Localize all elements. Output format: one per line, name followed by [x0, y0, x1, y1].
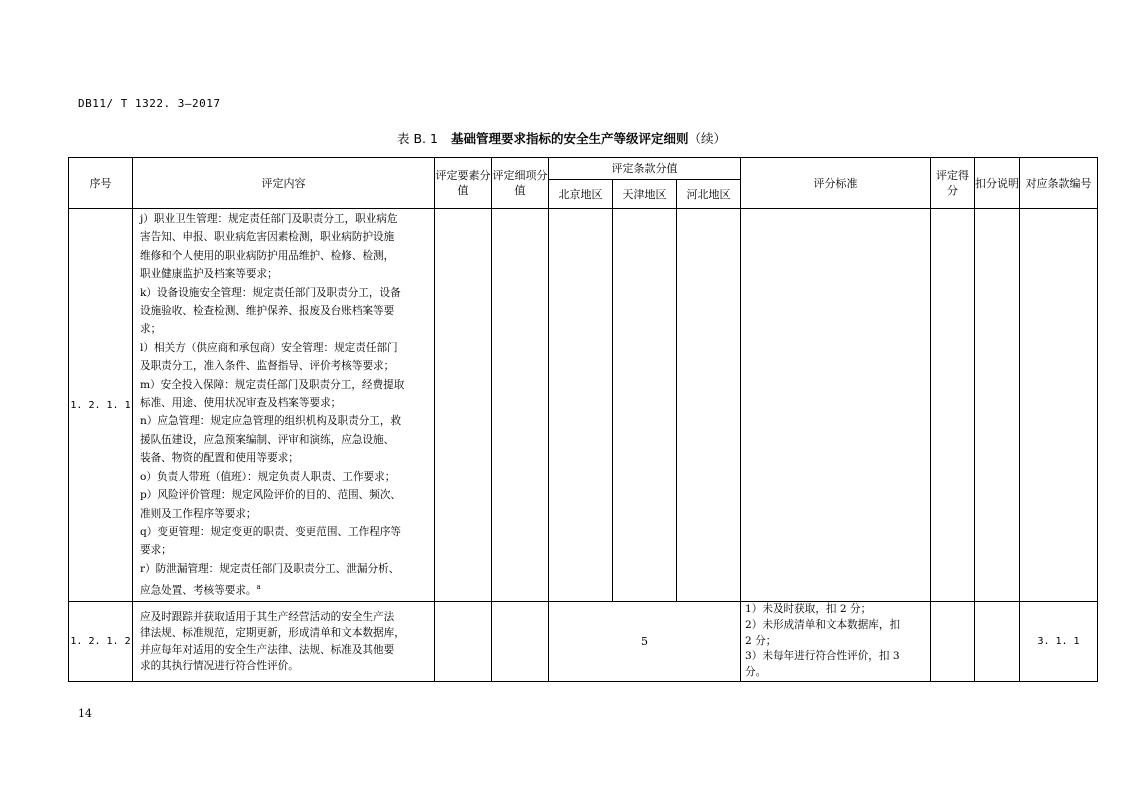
row-item-score — [492, 602, 549, 682]
content-line: r）防泄漏管理：规定责任部门及职责分工、泄漏分析、 — [140, 562, 400, 575]
content-line: 应及时跟踪并获取适用于其生产经营活动的安全生产法 — [140, 610, 395, 623]
row-deduction — [975, 602, 1020, 682]
col-header-criteria: 评分标准 — [741, 158, 931, 209]
row-score — [931, 209, 975, 602]
document-code: DB11/ T 1322. 3—2017 — [78, 97, 221, 110]
content-line: 求； — [140, 323, 162, 336]
col-header-regional-group: 评定条款分值 — [549, 158, 741, 180]
content-line: n）应急管理：规定应急管理的组织机构及职责分工，救 — [140, 415, 402, 428]
row-deduction — [975, 209, 1020, 602]
row-criteria — [741, 209, 931, 602]
page-number: 14 — [78, 707, 92, 720]
content-line: m）安全投入保障：规定责任部门及职责分工，经费提取 — [140, 378, 405, 391]
col-header-content: 评定内容 — [133, 158, 435, 209]
rating-table — [68, 157, 1098, 682]
col-header-tianjin: 天津地区 — [613, 180, 677, 209]
criteria-line: 1）未及时获取，扣 2 分； — [745, 603, 872, 616]
criteria-line: 分。 — [745, 666, 767, 679]
content-line: 装备、物资的配置和使用等要求； — [140, 452, 299, 465]
criteria-line: 2）未形成清单和文本数据库，扣 — [745, 618, 901, 631]
content-line: 援队伍建设，应急预案编制、评审和演练，应急设施、 — [140, 433, 395, 446]
content-line: 律法规、标准规范，定期更新，形成清单和文本数据库， — [140, 627, 405, 640]
row-clause-no: 3. 1. 1 — [1020, 602, 1098, 682]
row-beijing — [549, 209, 613, 602]
row-hebei — [677, 209, 741, 602]
criteria-line: 2 分； — [745, 634, 777, 647]
content-line: j）职业卫生管理：规定责任部门及职责分工，职业病危 — [140, 213, 398, 225]
content-line: 并应每年对适用的安全生产法律、法规、标准及其他要 — [140, 643, 395, 656]
row-element-score — [435, 602, 492, 682]
content-line — [140, 578, 428, 600]
row-content — [133, 209, 435, 602]
col-header-element-score: 评定要素分值 — [435, 158, 492, 209]
content-line: 维修和个人使用的职业病防护用品维护、检修、检测， — [140, 249, 395, 262]
row-element-score — [435, 209, 492, 602]
content-line-text: 应急处置、考核等要求。 — [140, 584, 257, 597]
content-line: 求的其执行情况进行符合性评价。 — [140, 660, 299, 673]
table-title-suffix: （续） — [688, 131, 727, 146]
row-seq: 1. 2. 1. 2 — [69, 602, 133, 682]
table-title-text: 基础管理要求指标的安全生产等级评定细则 — [450, 131, 689, 146]
col-header-clause-no: 对应条款编号 — [1020, 158, 1098, 209]
row-item-score — [492, 209, 549, 602]
table-row — [69, 602, 1098, 682]
content-line: p）风险评价管理：规定风险评价的目的、范围、频次、 — [140, 489, 402, 502]
table-title — [0, 129, 1123, 147]
col-header-item-score: 评定细项分值 — [492, 158, 549, 209]
content-line: k）设备设施安全管理：规定责任部门及职责分工，设备 — [140, 286, 401, 299]
content-line: 及职责分工，准入条件、监督指导、评价考核等要求； — [140, 360, 395, 373]
row-seq: 1. 2. 1. 1 — [69, 209, 133, 602]
content-line: 设施验收、检查检测、维护保养、报废及台账档案等要 — [140, 305, 395, 318]
col-header-beijing: 北京地区 — [549, 180, 613, 209]
col-header-seq: 序号 — [69, 158, 133, 209]
col-header-deduction: 扣分说明 — [975, 158, 1020, 209]
row-content — [133, 602, 435, 682]
row-clause-no — [1020, 209, 1098, 602]
row-regional-score: 5 — [549, 602, 741, 682]
col-header-score: 评定得分 — [931, 158, 975, 209]
content-line: 害告知、申报、职业病危害因素检测，职业病防护设施 — [140, 231, 395, 244]
content-line: o）负责人带班（值班）：规定负责人职责、工作要求； — [140, 470, 396, 483]
content-line: q）变更管理：规定变更的职责、变更范围、工作程序等 — [140, 525, 402, 538]
content-line: 标准、用途、使用状况审查及档案等要求； — [140, 397, 342, 410]
header-row-1 — [69, 158, 1098, 180]
row-tianjin — [613, 209, 677, 602]
content-line: 要求； — [140, 544, 172, 557]
criteria-line: 3）未每年进行符合性评价，扣 3 — [745, 650, 900, 663]
table-number: 表 B. 1 — [396, 131, 438, 146]
col-header-hebei: 河北地区 — [677, 180, 741, 209]
row-criteria — [741, 602, 931, 682]
footnote-mark: a — [256, 583, 261, 592]
table-row — [69, 209, 1098, 602]
content-line: 准则及工作程序等要求； — [140, 507, 257, 520]
content-line: 职业健康监护及档案等要求； — [140, 268, 278, 281]
row-score — [931, 602, 975, 682]
content-line: l）相关方（供应商和承包商）安全管理：规定责任部门 — [140, 341, 398, 354]
